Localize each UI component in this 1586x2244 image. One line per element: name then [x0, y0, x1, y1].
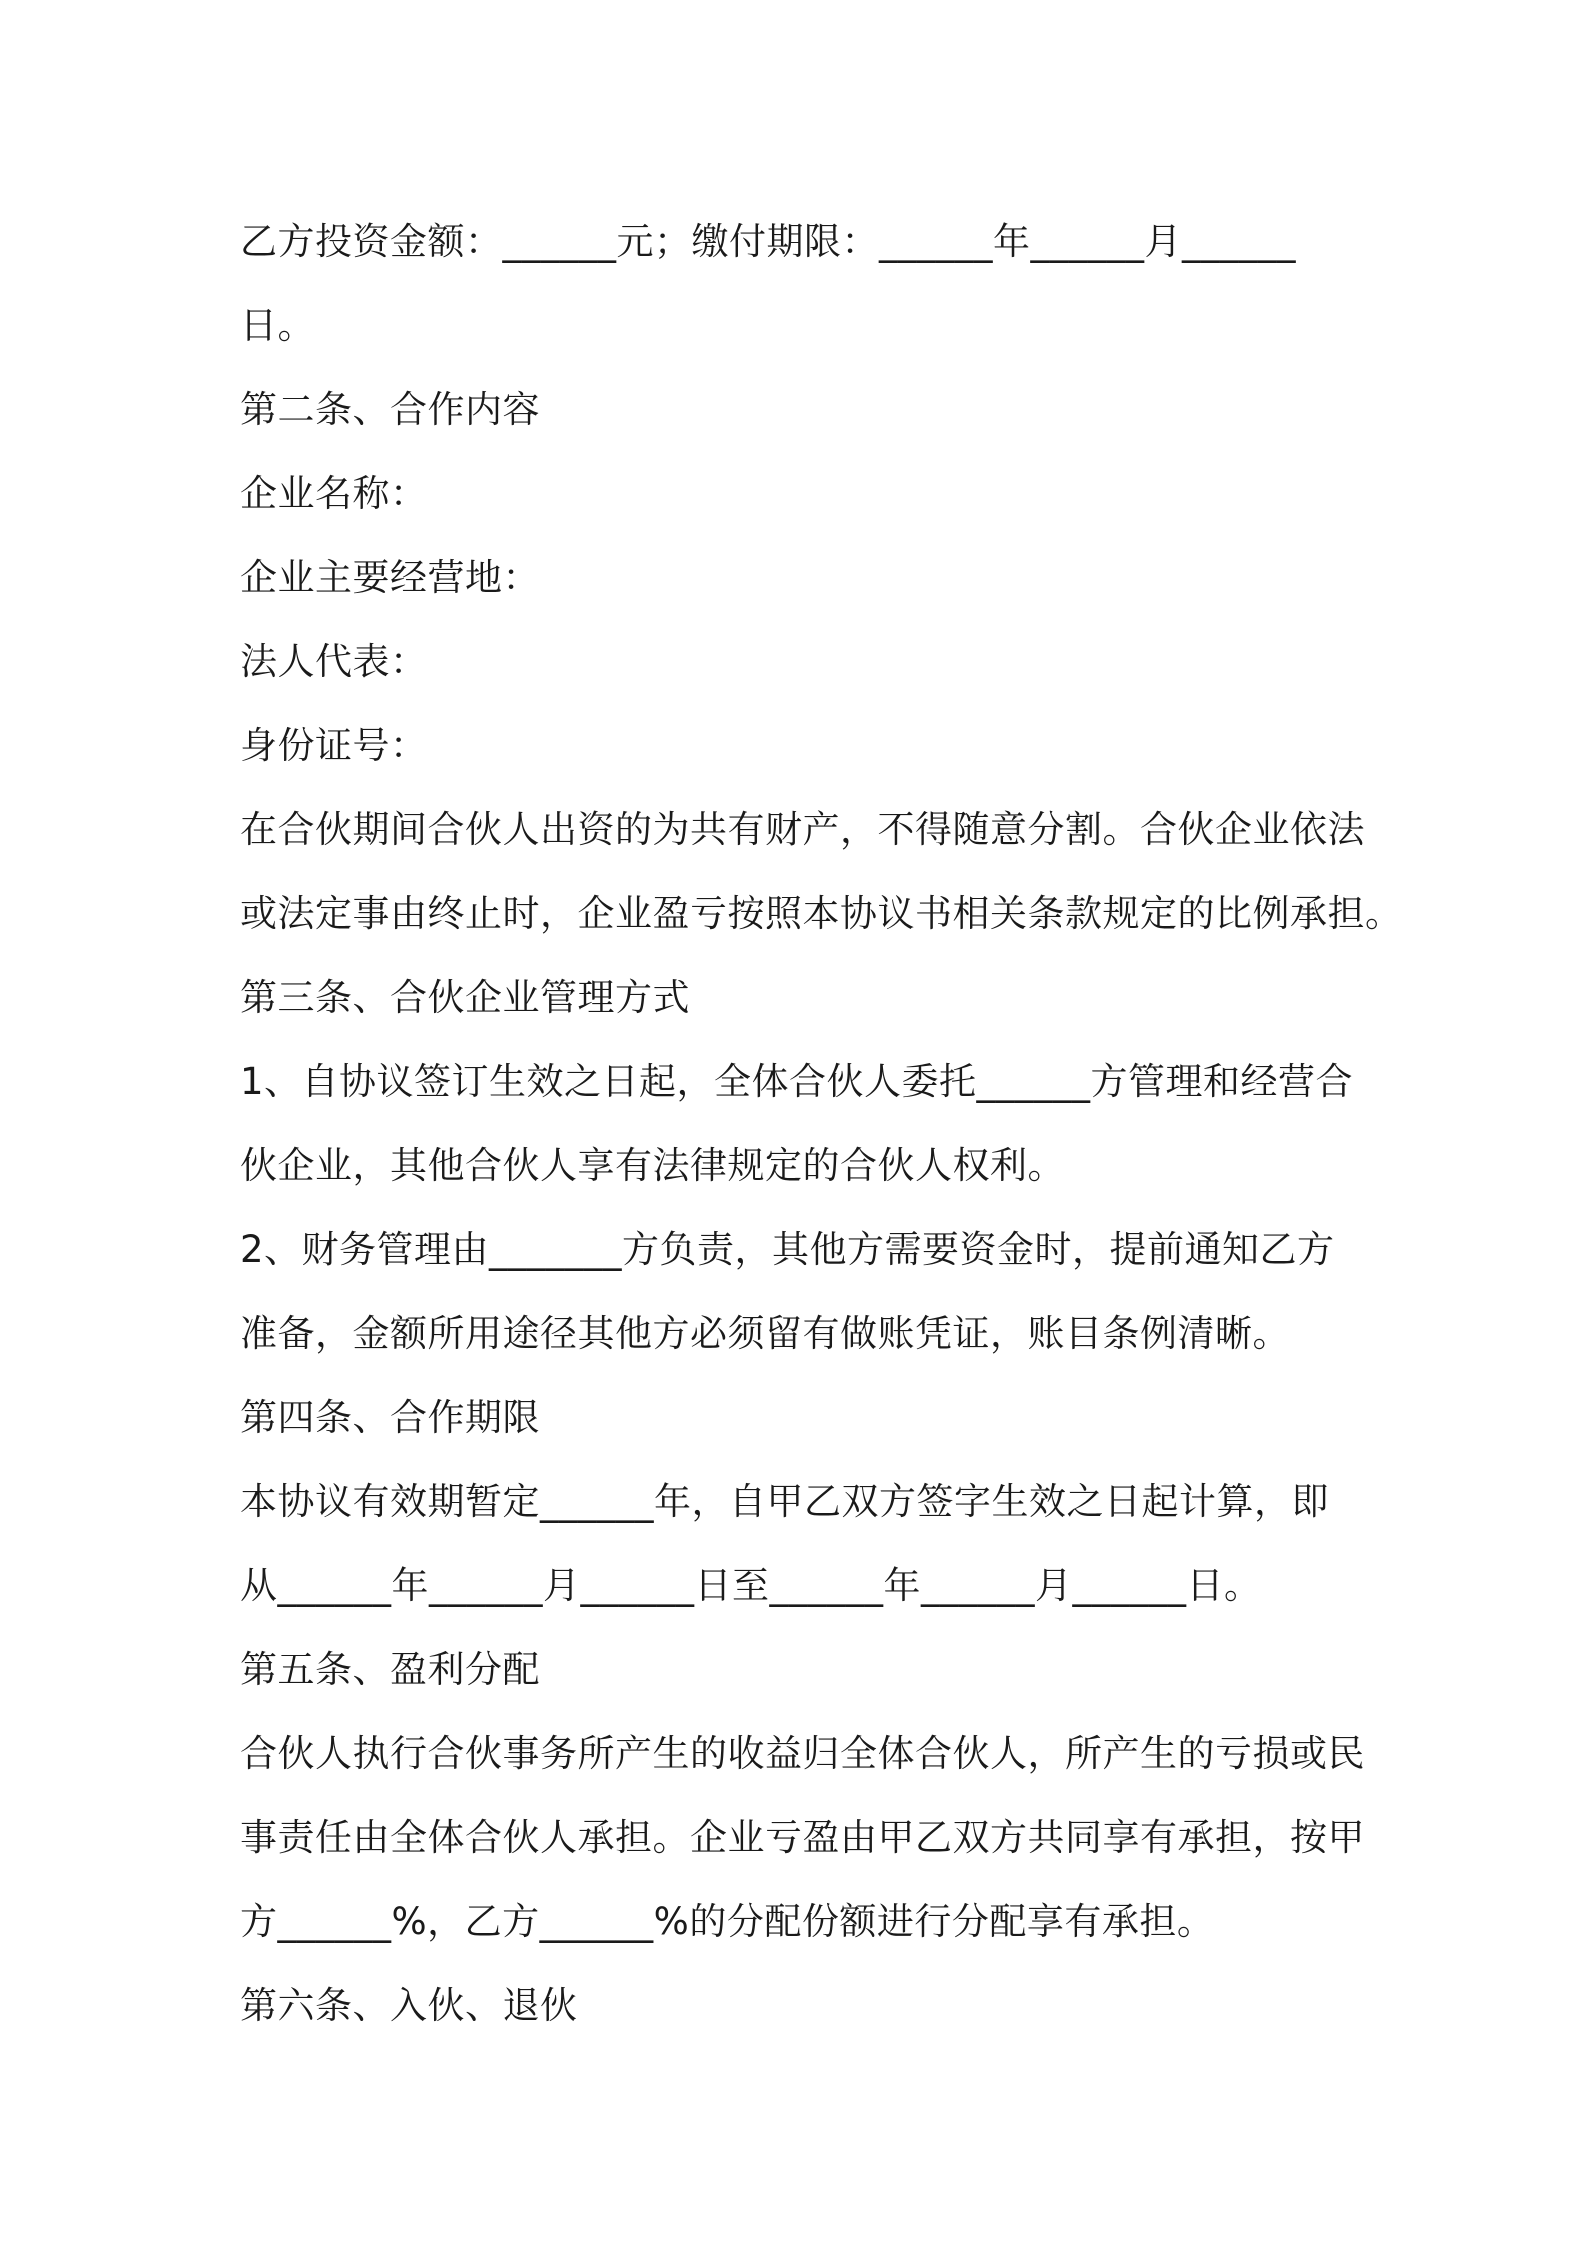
profit-paragraph-line-2: 事责任由全体合伙人承担。企业亏盈由甲乙双方共同享有承担，按甲 [240, 1816, 1365, 1859]
management-clause-1-line-2: 伙企业，其他合伙人享有法律规定的合伙人权利。 [240, 1144, 1065, 1187]
term-paragraph-line-2: 从______年______月______日至______年______月______日。 [240, 1564, 1262, 1607]
profit-paragraph-line-3: 方______%，乙方______%的分配份额进行分配享有承担。 [240, 1900, 1215, 1943]
property-paragraph-line-1: 在合伙期间合伙人出资的为共有财产，不得随意分割。合伙企业依法 [240, 808, 1365, 851]
management-clause-2-line-2: 准备，金额所用途径其他方必须留有做账凭证，账目条例清晰。 [240, 1312, 1290, 1355]
article-6-heading: 第六条、入伙、退伙 [240, 1984, 578, 2027]
property-paragraph-line-2: 或法定事由终止时，企业盈亏按照本协议书相关条款规定的比例承担。 [240, 892, 1403, 935]
investment-amount-line: 乙方投资金额：______元；缴付期限：______年______月______ [240, 220, 1296, 263]
id-number-line: 身份证号： [240, 724, 428, 767]
legal-representative-line: 法人代表： [240, 640, 428, 683]
company-name-line: 企业名称： [240, 472, 428, 515]
document-body [240, 200, 1403, 2048]
article-2-heading: 第二条、合作内容 [240, 388, 540, 431]
article-3-heading: 第三条、合伙企业管理方式 [240, 976, 690, 1019]
company-address-line: 企业主要经营地： [240, 556, 540, 599]
investment-date-continuation: 日。 [240, 304, 315, 347]
article-5-heading: 第五条、盈利分配 [240, 1648, 540, 1691]
profit-paragraph-line-1: 合伙人执行合伙事务所产生的收益归全体合伙人，所产生的亏损或民 [240, 1732, 1365, 1775]
article-4-heading: 第四条、合作期限 [240, 1396, 540, 1439]
management-clause-2-line-1: 2、财务管理由_______方负责，其他方需要资金时，提前通知乙方 [240, 1228, 1335, 1271]
term-paragraph-line-1: 本协议有效期暂定______年，自甲乙双方签字生效之日起计算，即 [240, 1480, 1329, 1523]
management-clause-1-line-1: 1、自协议签订生效之日起，全体合伙人委托______方管理和经营合 [240, 1060, 1354, 1103]
